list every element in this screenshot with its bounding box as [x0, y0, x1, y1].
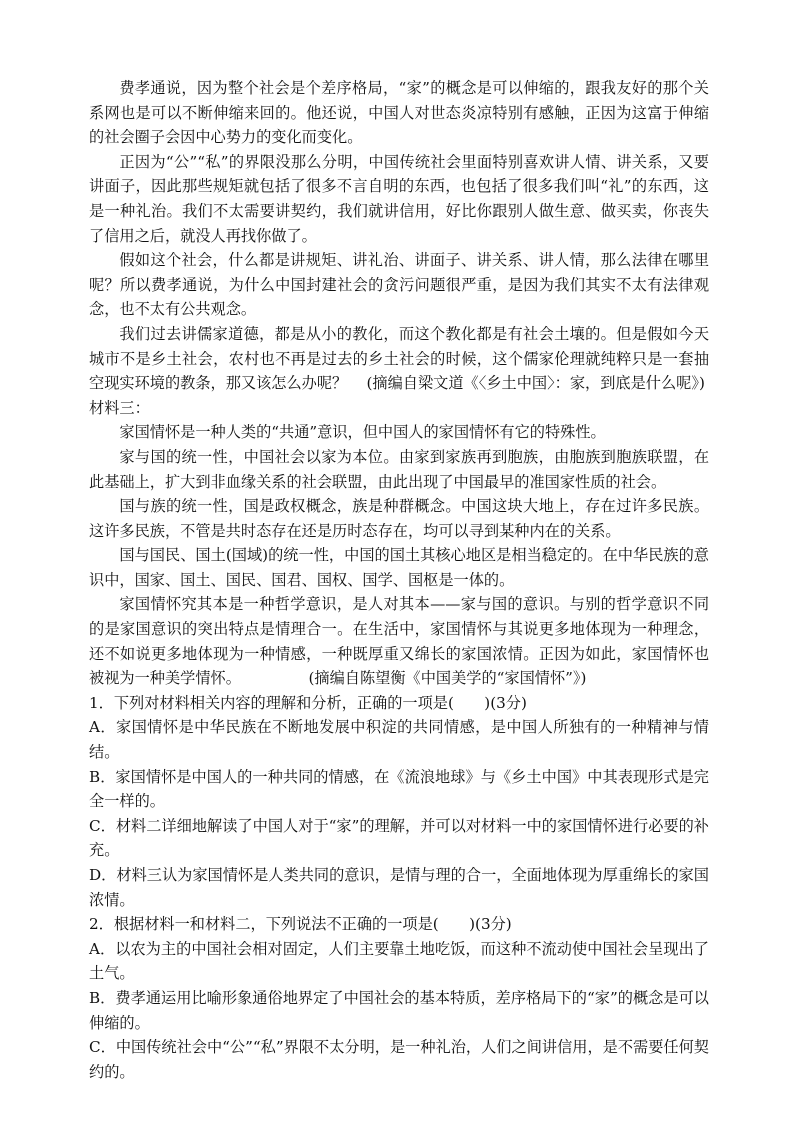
material3-paragraph-2: 家与国的统一性，中国社会以家为本位。由家到家族再到胞族，由胞族到胞族联盟，在此基础上，扩大到非血缘关系的社会联盟，由此出现了中国最早的准国家性质的社会。 — [89, 447, 709, 491]
material2-paragraph-1: 费孝通说，因为整个社会是个差序格局，“家”的概念是可以伸缩的，跟我友好的那个关系网也是可以不断伸缩来回的。他还说，中国人对世态炎凉特别有感触，正因为这富于伸缩的社会圈子会因中心势力的变化而变化。 — [89, 79, 709, 147]
material3-paragraph-3: 国与族的统一性，国是政权概念，族是种群概念。中国这块大地上，存在过许多民族。这许多民族，不管是共时态存在还是历时态存在，均可以寻到某种内在的关系。 — [89, 497, 709, 540]
exam-page — [89, 76, 709, 1084]
material3-paragraph-1: 家国情怀是一种人类的“共通”意识，但中国人的家国情怀有它的特殊性。 — [119, 423, 606, 442]
material2-paragraph-2: 正因为“公”“私”的界限没那么分明，中国传统社会里面特别喜欢讲人情、讲关系，又要讲面子，因此那些规矩就包括了很多不言自明的东西，也包括了很多我们叫“礼”的东西，这是一种礼治。我们不太需要讲契约，我们就讲信用，好比你跟别人做生意、做买卖，你丧失了信用之后，就没人再找你做了。 — [89, 152, 709, 245]
question-2-option-c: C．中国传统社会中“公”“私”界限不太分明，是一种礼治，人们之间讲信用，是不需要任何契约的。 — [89, 1038, 709, 1081]
material2-paragraph-4 — [89, 322, 709, 396]
question-1-option-a: A．家国情怀是中华民族在不断地发展中积淀的共同情感，是中国人所独有的一种精神与情结。 — [89, 718, 709, 762]
material3-paragraph-5 — [89, 592, 709, 690]
question-1-option-b: B．家国情怀是中国人的一种共同的情感，在《流浪地球》与《乡土中国》中其表现形式是完全一样的。 — [89, 767, 709, 811]
material3-source: (摘编自陈望衡《中国美学的“家国情怀”》) — [308, 669, 587, 688]
question-2-stem: 2．根据材料一和材料二，下列说法不正确的一项是( )(3分) — [89, 915, 512, 934]
question-1-option-d: D．材料三认为家国情怀是人类共同的意识，是情与理的合一，全面地体现为厚重绵长的家国浓情。 — [89, 866, 709, 909]
question-2-option-b: B．费孝通运用比喻形象通俗地界定了中国社会的基本特质，差序格局下的“家”的概念是可以伸缩的。 — [89, 988, 709, 1032]
question-2-option-a: A．以农为主的中国社会相对固定，人们主要靠土地吃饭，而这种不流动使中国社会呈现出了土气。 — [89, 939, 709, 983]
material2-paragraph-3: 假如这个社会，什么都是讲规矩、讲礼治、讲面子、讲关系、讲人情，那么法律在哪里呢？所以费孝通说，为什么中国封建社会的贪污问题很严重，是因为我们其实不太有法律观念，也不太有公共观念。 — [89, 251, 709, 319]
material3-heading: 材料三： — [89, 398, 150, 417]
question-1-option-c: C．材料二详细地解读了中国人对于“家”的理解，并可以对材料一中的家国情怀进行必要的补充。 — [89, 816, 709, 860]
material3-paragraph-4: 国与国民、国土(国域)的统一性，中国的国土其核心地区是相当稳定的。在中华民族的意识中，国家、国土、国民、国君、国权、国学、国枢是一体的。 — [89, 546, 709, 589]
material2-source: (摘编自梁文道《〈乡土中国〉：家，到底是什么呢》) — [366, 374, 705, 393]
material2-paragraph-4-text: 我们过去讲儒家道德，都是从小的教化，而这个教化都是有社会土壤的。但是假如今天城市不是乡土社会，农村也不再是过去的乡土社会的时候，这个儒家伦理就纯粹只是一套抽空现实环境的教条，那又该怎么办呢？ — [89, 324, 709, 393]
material3-paragraph-5-text: 家国情怀究其本是一种哲学意识，是人对其本——家与国的意识。与别的哲学意识不同的是家国意识的突出特点是情理合一。在生活中，家国情怀与其说更多地体现为一种理念，还不如说更多地体现为一种情感，一种既厚重又绵长的家国浓情。正因为如此，家国情怀也被视为一种美学情怀。 — [89, 595, 709, 688]
question-1-stem: 1．下列对材料相关内容的理解和分析，正确的一项是( )(3分) — [89, 693, 527, 712]
